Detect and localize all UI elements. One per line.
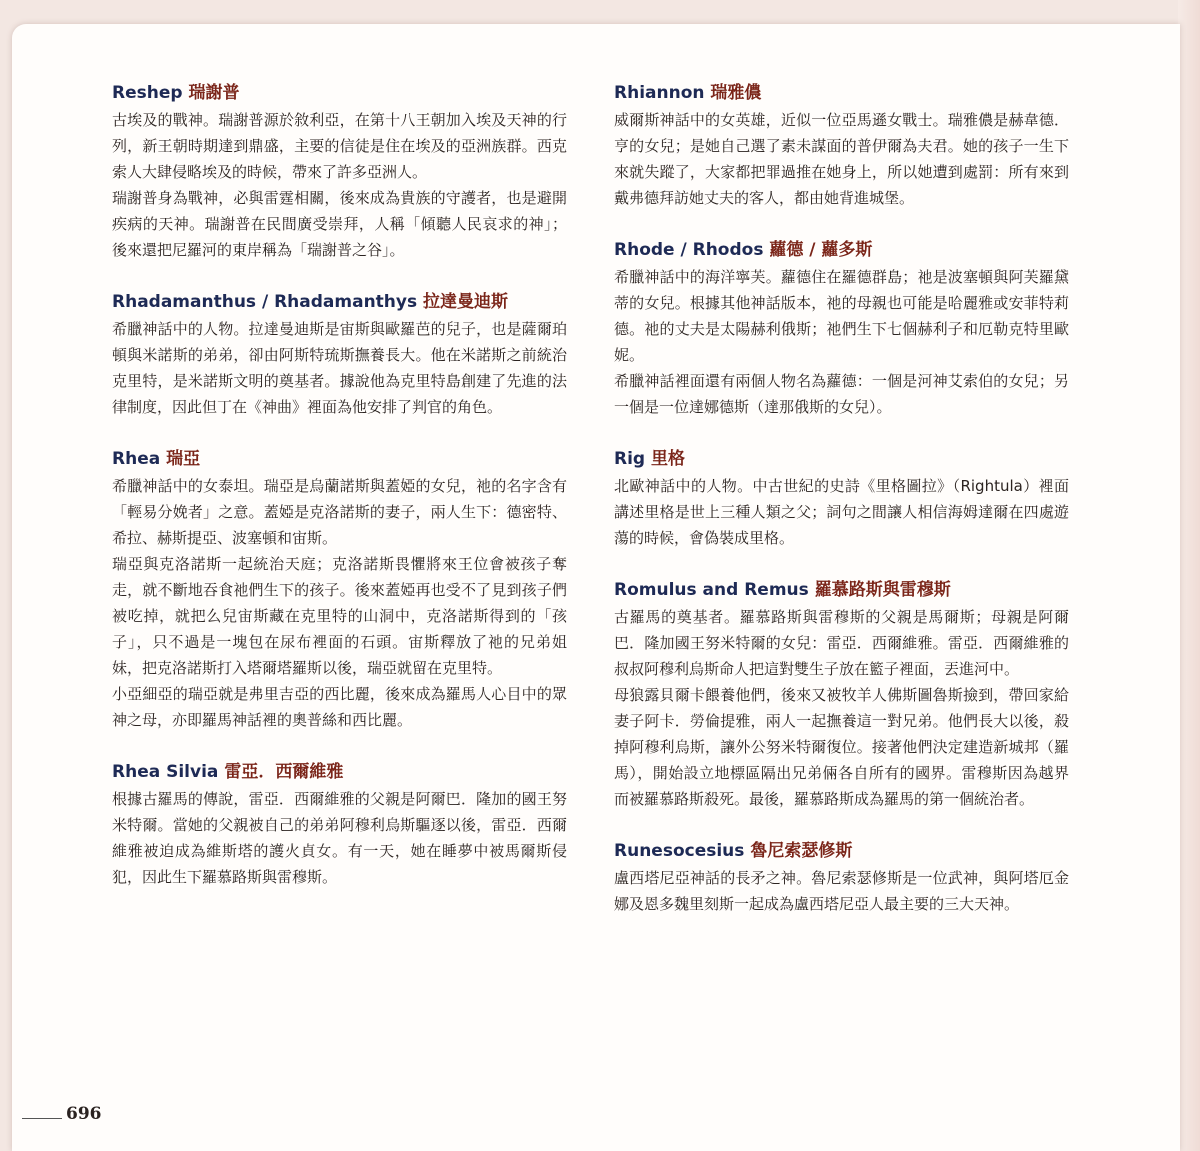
entry-name-en: Rhadamanthus / Rhadamanthys — [112, 292, 418, 312]
entry-name-en: Romulus and Remus — [614, 580, 809, 600]
entry-paragraph: 希臘神話中的海洋寧芙。蘿德住在羅德群島；祂是波塞頓與阿芙羅黛蒂的女兒。根據其他神話版本，祂的母親也可能是哈麗雅或安菲特莉德。祂的丈夫是太陽赫利俄斯；祂們生下七個赫利子和厄勒克特里歐妮。 — [614, 268, 1069, 364]
entry-heading — [112, 82, 567, 104]
entry-name-en: Rhea Silvia — [112, 762, 219, 782]
entry-paragraph: 威爾斯神話中的女英雄，近似一位亞馬遜女戰士。瑞雅儂是赫韋德．亨的女兒；是她自己選了素未謀面的普伊爾為夫君。她的孩子一生下來就失蹤了，大家都把罪過推在她身上，所以她遭到處罰：所有來到戴弗德拜訪她丈夫的客人，都由她背進城堡。 — [614, 111, 1069, 207]
entry-heading — [614, 448, 1069, 470]
entry-name-zh: 瑞雅儂 — [710, 83, 762, 103]
entry-paragraph: 根據古羅馬的傳說，雷亞．西爾維雅的父親是阿爾巴．隆加的國王努米特爾。當她的父親被自己的弟弟阿穆利烏斯驅逐以後，雷亞．西爾維雅被迫成為維斯塔的護火貞女。有一天，她在睡夢中被馬爾斯侵犯，因此生下羅慕路斯與雷穆斯。 — [112, 790, 567, 886]
left-column — [112, 82, 567, 918]
entry-rhea-silvia — [112, 761, 567, 890]
entry-name-zh: 雷亞．西爾維雅 — [224, 762, 344, 782]
entry-paragraph: 北歐神話中的人物。中古世紀的史詩《里格圖拉》（Rightula）裡面講述里格是世上三種人類之父；詞句之間讓人相信海姆達爾在四處遊蕩的時候，會偽裝成里格。 — [614, 477, 1069, 547]
entry-reshep — [112, 82, 567, 263]
entry-paragraph: 小亞細亞的瑞亞就是弗里吉亞的西比麗，後來成為羅馬人心目中的眾神之母，亦即羅馬神話裡的奧普絲和西比麗。 — [112, 685, 567, 729]
entry-rhea — [112, 448, 567, 733]
entry-paragraph: 希臘神話中的人物。拉達曼迪斯是宙斯與歐羅芭的兒子，也是薩爾珀頓與米諾斯的弟弟，卻由阿斯特琉斯撫養長大。他在米諾斯之前統治克里特，是米諾斯文明的奠基者。據說他為克里特島創建了先進的法律制度，因此但丁在《神曲》裡面為他安排了判官的角色。 — [112, 320, 567, 416]
right-column — [614, 82, 1069, 945]
page-footer — [22, 1104, 102, 1124]
entry-paragraph: 盧西塔尼亞神話的長矛之神。魯尼索瑟修斯是一位武神，與阿塔厄金娜及恩多魏里刻斯一起成為盧西塔尼亞人最主要的三大天神。 — [614, 869, 1069, 913]
entry-name-en: Rhiannon — [614, 83, 705, 103]
entry-paragraph: 母狼露貝爾卡餵養他們，後來又被牧羊人佛斯圖魯斯撿到，帶回家給妻子阿卡．勞倫提雅，兩人一起撫養這一對兄弟。他們長大以後，殺掉阿穆利烏斯，讓外公努米特爾復位。接著他們決定建造新城邦（羅馬），開始設立地標區隔出兄弟倆各自所有的國界。雷穆斯因為越界而被羅慕路斯殺死。最後，羅慕路斯成為羅馬的第一個統治者。 — [614, 686, 1069, 808]
entry-paragraph: 古羅馬的奠基者。羅慕路斯與雷穆斯的父親是馬爾斯；母親是阿爾巴．隆加國王努米特爾的女兒：雷亞．西爾維雅。雷亞．西爾維雅的叔叔阿穆利烏斯命人把這對雙生子放在籃子裡面，丟進河中。 — [614, 608, 1069, 678]
entry-name-zh: 瑞亞 — [166, 449, 201, 469]
entry-name-en: Rhea — [112, 449, 161, 469]
entry-name-zh: 瑞謝普 — [188, 83, 240, 103]
entry-runesocesius — [614, 840, 1069, 917]
page-edge-shadow — [1178, 0, 1200, 1151]
entry-name-zh: 里格 — [651, 449, 686, 469]
entry-name-zh: 魯尼索瑟修斯 — [750, 841, 853, 861]
page-number: 696 — [66, 1104, 102, 1124]
entry-heading — [614, 579, 1069, 601]
entry-paragraph: 古埃及的戰神。瑞謝普源於敘利亞，在第十八王朝加入埃及天神的行列，新王朝時期達到鼎盛，主要的信徒是住在埃及的亞洲族群。西克索人大肆侵略埃及的時候，帶來了許多亞洲人。 — [112, 111, 567, 181]
entry-name-zh: 羅慕路斯與雷穆斯 — [814, 580, 951, 600]
entry-heading — [112, 761, 567, 783]
entry-heading — [112, 448, 567, 470]
entry-name-zh: 蘿德 / 蘿多斯 — [769, 240, 873, 260]
entry-rig — [614, 448, 1069, 551]
entry-rhadamanthus — [112, 291, 567, 420]
entry-heading — [614, 239, 1069, 261]
entry-rhode — [614, 239, 1069, 420]
entry-paragraph: 希臘神話裡面還有兩個人物名為蘿德：一個是河神艾索伯的女兒；另一個是一位達娜德斯（達那俄斯的女兒）。 — [614, 372, 1069, 416]
entry-name-en: Runesocesius — [614, 841, 745, 861]
entry-romulus-and-remus — [614, 579, 1069, 812]
entry-heading — [112, 291, 567, 313]
entry-name-en: Rig — [614, 449, 646, 469]
entry-paragraph: 瑞亞與克洛諾斯一起統治天庭；克洛諾斯畏懼將來王位會被孩子奪走，就不斷地吞食祂們生下的孩子。後來蓋婭再也受不了見到孩子們被吃掉，就把么兒宙斯藏在克里特的山洞中，克洛諾斯得到的「孩子」，只不過是一塊包在尿布裡面的石頭。宙斯釋放了祂的兄弟姐妹，把克洛諾斯打入塔爾塔羅斯以後，瑞亞就留在克里特。 — [112, 555, 567, 677]
entry-name-en: Reshep — [112, 83, 183, 103]
footer-rule — [22, 1118, 62, 1119]
entry-name-en: Rhode / Rhodos — [614, 240, 764, 260]
entry-heading — [614, 840, 1069, 862]
entry-paragraph: 瑞謝普身為戰神，必與雷霆相關，後來成為貴族的守護者，也是避開疾病的天神。瑞謝普在民間廣受崇拜，人稱「傾聽人民哀求的神」；後來還把尼羅河的東岸稱為「瑞謝普之谷」。 — [112, 189, 567, 259]
entry-rhiannon — [614, 82, 1069, 211]
entry-name-zh: 拉達曼迪斯 — [423, 292, 509, 312]
entry-paragraph: 希臘神話中的女泰坦。瑞亞是烏蘭諾斯與蓋婭的女兒，祂的名字含有「輕易分娩者」之意。蓋婭是克洛諾斯的妻子，兩人生下：德密特、希拉、赫斯提亞、波塞頓和宙斯。 — [112, 477, 567, 547]
entry-heading — [614, 82, 1069, 104]
